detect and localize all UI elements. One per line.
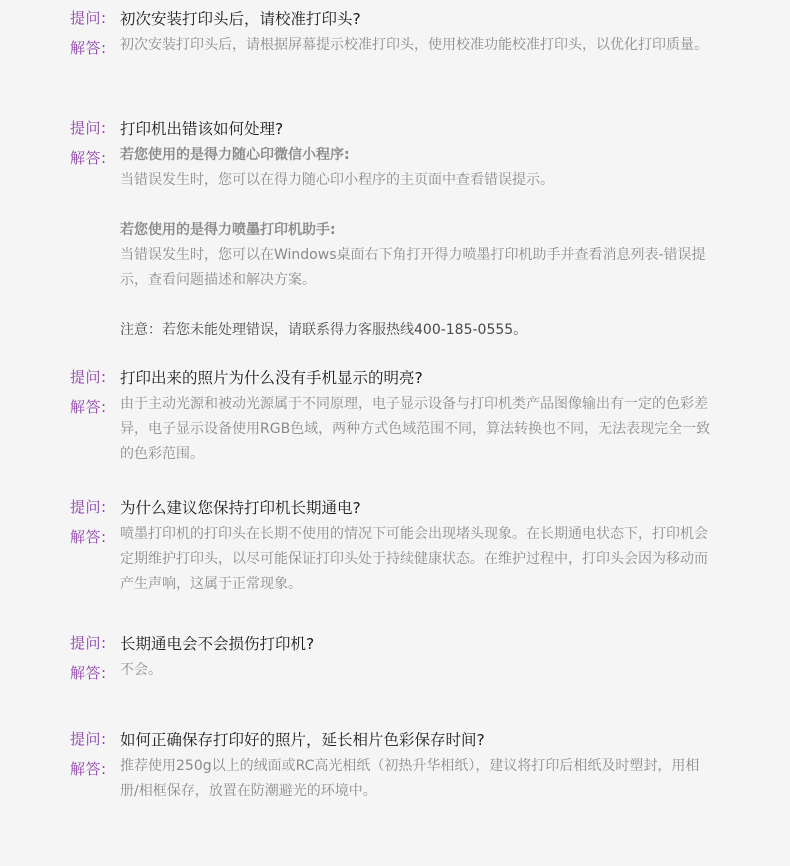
answer-text: 喷墨打印机的打印头在长期不使用的情况下可能会出现堵头现象。在长期通电状态下，打印机会定期维护打印头，以尽可能保证打印头处于持续健康状态。在维护过程中，打印头会因为移动而产生声响，这属于正常现象。 [120,526,708,592]
question-text: 为什么建议您保持打印机长期通电? [120,499,361,517]
answer-text: 由于主动光源和被动光源属于不同原理，电子显示设备与打印机类产品图像输出有一定的色彩差异，电子显示设备使用RGB色域，两种方式色域范围不同，算法转换也不同，无法表现完全一致的色彩范围。 [120,396,711,462]
question-label: 提问: [70,730,107,748]
question-text: 打印机出错该如何处理? [120,120,284,138]
answer-label: 解答: [70,664,107,682]
question-text: 打印出来的照片为什么没有手机显示的明亮? [120,369,423,387]
answer-text [120,143,716,343]
answer-text: 初次安装打印头后，请根据屏幕提示校准打印头，使用校准功能校准打印头，以优化打印质量。 [120,37,708,53]
answer-text: 推荐使用250g以上的绒面或RC高光相纸（初热升华相纸），建议将打印后相纸及时塑封，用相册/相框保存，放置在防潮避光的环境中。 [120,758,700,799]
question-label: 提问: [70,498,107,516]
question-text: 初次安装打印头后，请校准打印头? [120,10,361,28]
answer-label: 解答: [70,528,107,546]
question-label: 提问: [70,368,107,386]
answer-text: 不会。 [120,662,162,678]
question-text: 长期通电会不会损伤打印机? [120,635,315,653]
question-label: 提问: [70,634,107,652]
answer-label: 解答: [70,398,107,416]
answer-label: 解答: [70,149,107,167]
question-label: 提问: [70,119,107,137]
question-label: 提问: [70,9,107,27]
answer-heading-assistant: 若您使用的是得力喷墨打印机助手: [120,222,336,238]
answer-label: 解答: [70,39,107,57]
answer-label: 解答: [70,760,107,778]
question-text: 如何正确保存打印好的照片，延长相片色彩保存时间? [120,731,485,749]
answer-note: 注意：若您未能处理错误，请联系得力客服热线400-185-0555。 [120,322,528,338]
answer-heading-mini-program: 若您使用的是得力随心印微信小程序: [120,147,350,163]
answer-paragraph-assistant: 当错误发生时，您可以在Windows桌面右下角打开得力喷墨打印机助手并查看消息列表-错误提示，查看问题描述和解决方案。 [120,247,706,288]
answer-paragraph-mini-program: 当错误发生时，您可以在得力随心印小程序的主页面中查看错误提示。 [120,172,554,188]
